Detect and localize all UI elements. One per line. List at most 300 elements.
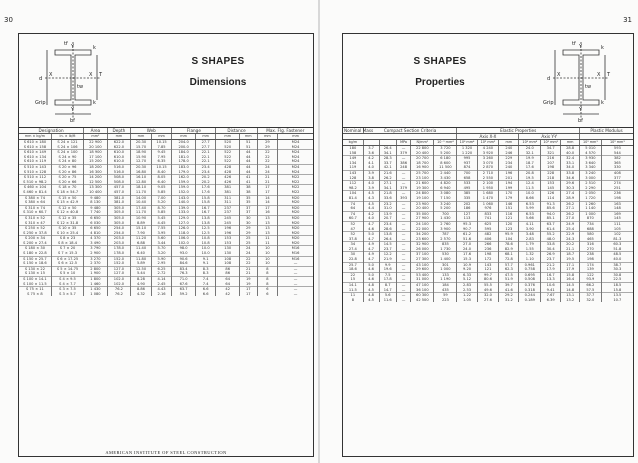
table-row [343, 146, 633, 151]
table-cell: 9 480 [84, 205, 108, 210]
unit-cell: mm [278, 134, 313, 140]
table-cell: 82.9 [499, 247, 519, 252]
unit-cell: in. × lb/ft [51, 134, 83, 140]
table-row [343, 232, 633, 237]
table-cell: 1 720 [580, 196, 602, 201]
table-cell: 10.9 [457, 262, 477, 267]
table-cell: S 24 × 100 [51, 150, 83, 155]
table-cell: 12 500 [84, 180, 108, 185]
table-cell: 25.4 [561, 227, 580, 232]
table-cell: 76.3 [172, 271, 196, 276]
table-cell: 102.0 [107, 277, 131, 282]
table-cell: 42.1 [379, 165, 396, 170]
table-cell: 34.7 [541, 146, 561, 151]
table-cell: 1 730 [434, 247, 457, 252]
table-cell: 22 [257, 159, 278, 164]
table-cell: — [396, 237, 410, 242]
unit-cell: mm [131, 134, 152, 140]
table-cell: 13.8 [195, 215, 216, 220]
table-cell: 254.0 [107, 226, 131, 231]
table-cell: S 510 × 128 [19, 170, 51, 175]
table-cell: S 20 × 75 [51, 175, 83, 180]
table-cell: 57.5 [580, 288, 602, 293]
table-cell: — [396, 272, 410, 277]
table-cell: 64 [343, 206, 363, 211]
table-cell: 152.0 [172, 190, 196, 195]
table-cell: M22 [291, 179, 300, 184]
table-cell: 8.28 [131, 277, 152, 282]
table-cell: 1.79 [519, 242, 541, 247]
table-cell: 49.6 [477, 288, 499, 293]
table-cell: 93.0 [172, 251, 196, 256]
table-cell: 19 100 [411, 196, 434, 201]
table-cell: 3.9 [363, 186, 379, 191]
table-cell: 32.1 [519, 151, 541, 156]
table-cell: 6 650 [84, 215, 108, 220]
table-cell: 130 [216, 246, 240, 251]
table-cell: 4.7 [363, 247, 379, 252]
properties-body [343, 146, 633, 303]
table-cell: 7 740 [84, 210, 108, 215]
table-cell: 74 [343, 201, 363, 206]
page-title: S SHAPES [413, 56, 467, 67]
table-cell: 198 [477, 252, 499, 257]
table-cell: 7.4 [195, 277, 216, 282]
table-cell: 30.3 [561, 186, 580, 191]
header-compact-section: Compact Section Criteria [363, 128, 457, 134]
table-cell: 90.7 [457, 227, 477, 232]
table-cell: 26.2 [561, 211, 580, 216]
table-cell: 8 [257, 277, 278, 282]
table-cell: 16.7 [195, 205, 216, 210]
table-cell: S 310 × 47 [19, 221, 51, 226]
table-cell: 8 [257, 282, 278, 287]
table-cell: 237 [216, 205, 240, 210]
table-cell: 28.8 [561, 146, 580, 151]
table-cell: 22 [257, 155, 278, 160]
table-cell: 544 [613, 150, 621, 155]
table-cell: 301 [434, 262, 457, 267]
table-cell: 21 [257, 180, 278, 185]
table-cell: 10.15 [151, 164, 172, 169]
table-cell: 121 [477, 267, 499, 272]
table-row [343, 283, 633, 288]
table-cell: 595 [477, 227, 499, 232]
left-page [0, 0, 318, 463]
table-cell: 6.35 [151, 159, 172, 164]
table-cell: 700 [457, 170, 477, 175]
table-cell: 37.7 [580, 293, 602, 298]
table-cell: 33.8 [561, 170, 580, 175]
table-cell: 6 650 [84, 226, 108, 231]
table-cell: 11.70 [131, 210, 152, 215]
table-cell: 22 000 [411, 227, 434, 232]
table-cell: S 150 × 25.7 [19, 256, 51, 261]
table-cell: 8.66 [519, 196, 541, 201]
table-cell: 426 [216, 180, 240, 185]
table-cell: 51.6 [457, 237, 477, 242]
table-cell: 741 [477, 216, 499, 221]
table-cell: 1.55 [519, 247, 541, 252]
table-cell: 3 070 [477, 161, 499, 166]
table-cell: 21 [239, 271, 257, 276]
table-cell: 127 [457, 211, 477, 216]
table-cell: 196 [216, 231, 240, 236]
table-cell: 13 300 [84, 185, 108, 190]
dimensions-table [19, 128, 313, 296]
table-row [343, 257, 633, 262]
properties-table [343, 128, 633, 302]
table-cell: 4.2 [363, 211, 379, 216]
table-cell: 6.53 [519, 201, 541, 206]
table-cell: 143 [477, 262, 499, 267]
table-cell: 1 400 [434, 257, 457, 262]
table-cell: S 12 × 35 [51, 215, 83, 220]
table-cell: 0.695 [519, 272, 541, 277]
table-cell: 17.6 [195, 190, 216, 195]
unit-cell: mm [195, 134, 216, 140]
table-cell: 5 200 [434, 151, 457, 156]
table-cell: 0.318 [519, 288, 541, 293]
table-cell: 102 [601, 232, 633, 237]
table-cell: 98.0 [172, 246, 196, 251]
table-cell: 13 [257, 226, 278, 231]
table-cell: 146 [499, 201, 519, 206]
table-cell: 15 200 [84, 159, 108, 164]
table-cell: S 180 × 22.8 [19, 251, 51, 256]
table-cell: 10 [257, 261, 278, 266]
table-cell: 30 [239, 221, 257, 226]
table-cell: 29 [239, 231, 257, 236]
table-cell: 10 [257, 246, 278, 251]
table-cell: 5.99 [519, 206, 541, 211]
table-cell: 139 [580, 267, 602, 272]
table-cell: 6.25 [151, 266, 172, 271]
table-cell: 216 [541, 156, 561, 161]
table-cell: S 510 × 112 [19, 175, 51, 180]
table-cell: 18 700 [411, 161, 434, 166]
table-cell: 1 190 [434, 277, 457, 282]
right-page [320, 0, 638, 463]
table-cell: 169 [601, 211, 633, 216]
table-cell: 196 [499, 170, 519, 175]
table-cell: 4 570 [580, 151, 602, 156]
table-cell: 622.0 [107, 145, 131, 150]
table-cell: 51 [239, 145, 257, 150]
unit-cell: 10³ mm³ [601, 140, 633, 146]
table-cell: S 100 × 14.1 [19, 277, 51, 282]
table-cell: 10.90 [131, 215, 152, 220]
table-cell: 112 [343, 181, 363, 186]
table-cell: 183.0 [172, 164, 196, 169]
table-cell: 316 [580, 242, 602, 247]
table-cell: 381.0 [107, 200, 131, 205]
table-row [343, 165, 633, 170]
table-cell: 178.0 [107, 251, 131, 256]
table-cell: 55.5 [477, 283, 499, 288]
table-cell: 11 [257, 236, 278, 241]
table-cell: 15.8 [195, 200, 216, 205]
table-cell: 10.7 [613, 297, 622, 302]
table-cell: 40.0 [561, 151, 580, 156]
table-cell: 55.2 [541, 232, 561, 237]
table-cell: 32.0 [580, 298, 602, 303]
table-cell: 10 [257, 256, 278, 261]
table-cell: 11 [257, 241, 278, 246]
table-cell: 81.4 [343, 196, 363, 201]
table-cell: 51 [239, 140, 257, 145]
table-cell: 4.5 [363, 201, 379, 206]
table-cell: 11.40 [131, 246, 152, 251]
table-cell: 24 [257, 164, 278, 169]
table-cell: 22.1 [195, 150, 216, 155]
table-cell: 20.7 [379, 216, 396, 221]
table-cell: S 3 × 5.7 [51, 292, 83, 297]
table-cell: 8 130 [84, 200, 108, 205]
table-cell: M20 [291, 200, 300, 205]
table-cell: S 15 × 42.9 [51, 200, 83, 205]
table-cell: 3.8 [363, 176, 379, 181]
table-cell: S 18 × 70 [51, 185, 83, 190]
table-cell: 33.6 [379, 196, 396, 201]
table-cell: 63.7 [541, 221, 561, 226]
table-cell: M22 [278, 185, 313, 190]
table-cell: 19 [239, 282, 257, 287]
table-cell: 27.1 [561, 206, 580, 211]
table-cell: 4.45 [151, 221, 172, 226]
table-cell: 34.6 [561, 176, 580, 181]
table-cell: 72.8 [499, 257, 519, 262]
table-cell: 8.40 [151, 170, 172, 175]
table-cell: 38.7 [601, 262, 633, 267]
table-frame [18, 33, 314, 457]
table-heading [19, 34, 313, 128]
table-cell: — [396, 262, 410, 267]
table-cell: M24 [278, 150, 313, 155]
table-cell: 148 [613, 206, 621, 211]
unit-cell: mm [151, 134, 172, 140]
table-cell: 236 [477, 247, 499, 252]
table-cell: 14.8 [561, 288, 580, 293]
table-cell: 3 640 [580, 161, 602, 166]
table-cell: M20 [291, 220, 300, 225]
header-elastic-properties: Elastic Properties [457, 128, 580, 134]
header-flange: Flange [172, 128, 216, 134]
header-area: Area [84, 128, 108, 134]
table-cell: 108 [216, 261, 240, 266]
table-cell: 23 100 [411, 176, 434, 181]
table-cell: 25 700 [411, 170, 434, 175]
table-cell: 2.53 [457, 288, 477, 293]
table-cell: 37.8 [343, 237, 363, 242]
table-cell: 688 [580, 227, 602, 232]
table-cell: 5.44 [131, 271, 152, 276]
table-cell: 3 790 [84, 246, 108, 251]
table-cell: 16 900 [411, 165, 434, 170]
table-cell: 12.50 [131, 266, 152, 271]
table-cell: 1 080 [84, 292, 108, 297]
table-cell: 15.70 [131, 145, 152, 150]
table-cell: 1 220 [457, 151, 477, 156]
table-cell: 2.72 [151, 271, 172, 276]
table-cell: 5.6 [379, 293, 396, 298]
table-cell: 52 [343, 232, 363, 237]
label-k-bottom: k [601, 100, 604, 106]
table-cell: — [396, 211, 410, 216]
table-cell: 17.9 [561, 267, 580, 272]
table-cell: 393 [396, 196, 410, 201]
table-cell: 22.1 [195, 159, 216, 164]
table-cell: — [396, 201, 410, 206]
table-cell: 9.1 [195, 261, 216, 266]
label-y-top: Y [579, 44, 583, 50]
table-row [343, 186, 633, 191]
table-cell: — [293, 261, 298, 266]
title-block [343, 56, 537, 88]
table-cell: 12.4 [519, 181, 541, 186]
table-cell: 81.3 [613, 236, 622, 241]
table-cell: 133.0 [172, 210, 196, 215]
table-cell: 21 600 [411, 181, 434, 186]
table-cell: 5.85 [151, 210, 172, 215]
table-cell: 180 [343, 146, 363, 151]
table-cell: 17 [239, 292, 257, 297]
table-cell: 14.5 [379, 242, 396, 247]
table-cell: 381.0 [107, 195, 131, 200]
table-cell: 7.90 [131, 231, 152, 236]
table-cell: 53 400 [411, 272, 434, 277]
table-cell: 246 [499, 151, 519, 156]
table-cell: 0.376 [519, 283, 541, 288]
table-cell: 24 800 [411, 191, 434, 196]
table-cell: 305.0 [107, 210, 131, 215]
table-cell: 311 [216, 200, 240, 205]
table-cell: 178.0 [107, 246, 131, 251]
table-cell: 6.6 [195, 292, 216, 297]
table-cell: 245 [216, 221, 240, 226]
table-frame [342, 33, 634, 457]
unit-cell: mm² [84, 134, 108, 140]
table-cell: 5 200 [434, 206, 457, 211]
table-cell: S 610 × 158 [19, 145, 51, 150]
table-cell: M20 [291, 240, 300, 245]
table-cell: 520 [216, 140, 240, 145]
table-cell: 11.20 [131, 236, 152, 241]
table-cell: 19.9 [519, 156, 541, 161]
table-cell: 27.7 [195, 140, 216, 145]
table-cell: S 6 × 17.25 [51, 256, 83, 261]
table-cell: S 510 × 143 [19, 164, 51, 169]
table-cell: 4.11 [519, 221, 541, 226]
unit-cell: mm [257, 134, 278, 140]
table-cell: 127.0 [172, 221, 196, 226]
table-cell: 229 [499, 156, 519, 161]
table-cell: 14.1 [343, 283, 363, 288]
table-cell: 2 870 [477, 165, 499, 170]
table-cell: 26.4 [379, 146, 396, 151]
table-cell: 508.0 [107, 180, 131, 185]
table-cell: 27.6 [477, 298, 499, 303]
table-cell: 266 [477, 242, 499, 247]
page-number: 31 [623, 16, 632, 24]
table-cell: 126 [541, 191, 561, 196]
table-cell: 23 600 [411, 237, 434, 242]
table-cell: 23.4 [195, 170, 216, 175]
table-cell: 198 [541, 165, 561, 170]
table-cell: 17 [257, 185, 278, 190]
table-cell: 34 [343, 242, 363, 247]
table-cell: 305.0 [107, 215, 131, 220]
table-cell: S 310 × 52 [19, 215, 51, 220]
table-cell: S 7 × 20 [51, 246, 83, 251]
table-cell: 63.7 [172, 287, 196, 292]
table-cell: 3.6 [363, 151, 379, 156]
table-cell: 9.41 [541, 288, 561, 293]
table-cell: 6 [257, 292, 278, 297]
table-cell: 134 [343, 161, 363, 166]
table-cell: 1 260 [580, 201, 602, 206]
table-cell: 6 030 [84, 221, 108, 226]
table-cell: S 12 × 40.8 [51, 210, 83, 215]
header-fastener: Max. Flg. Fastener [257, 128, 313, 134]
table-cell: 16 [257, 210, 278, 215]
table-cell: 17.40 [131, 205, 152, 210]
table-cell: 24.0 [519, 146, 541, 151]
table-cell: 13 [257, 215, 278, 220]
beam-section-svg [533, 38, 629, 124]
header-distance: Distance [216, 128, 257, 134]
table-cell: 202 [457, 201, 477, 206]
table-cell: 20 400 [411, 206, 434, 211]
table-cell: 835 [434, 242, 457, 247]
table-cell: 2 710 [477, 170, 499, 175]
table-cell: 42 500 [411, 298, 434, 303]
s-shape-diagram [25, 38, 121, 124]
table-cell: 10.40 [131, 200, 152, 205]
table-cell: 223 [434, 298, 457, 303]
table-cell: 11.6 [379, 298, 396, 303]
table-cell: 201 [499, 176, 519, 181]
table-cell: 44 [239, 170, 257, 175]
table-cell: 1.22 [457, 293, 477, 298]
table-cell: 24 [257, 170, 278, 175]
table-row [343, 216, 633, 221]
table-cell: 20.2 [561, 242, 580, 247]
table-cell: 108 [216, 256, 240, 261]
table-cell: 15.90 [131, 155, 152, 160]
table-cell: 4 820 [434, 181, 457, 186]
table-cell: 15.8 [613, 287, 622, 292]
table-cell: 26.4 [379, 237, 396, 242]
table-cell: 13.8 [379, 232, 396, 237]
table-cell: 4.5 [363, 191, 379, 196]
page-footer: AMERICAN INSTITUTE OF STEEL CONSTRUCTION [105, 450, 227, 455]
table-cell: 126.0 [172, 226, 196, 231]
table-cell: S 75 × 11 [19, 287, 51, 292]
table-cell: 198 [613, 195, 621, 200]
table-cell: M20 [278, 215, 313, 220]
table-cell: 85.1 [541, 216, 561, 221]
table-cell: 11.5 [343, 288, 363, 293]
table-cell: 1.05 [457, 298, 477, 303]
table-cell: 39.7 [499, 283, 519, 288]
table-cell: 3.90 [519, 227, 541, 232]
table-cell: 2 900 [84, 251, 108, 256]
table-cell: 20 100 [84, 145, 108, 150]
label-k-bottom: k [93, 100, 96, 106]
table-cell: 10.8 [195, 241, 216, 246]
table-cell: 52 [343, 221, 363, 226]
